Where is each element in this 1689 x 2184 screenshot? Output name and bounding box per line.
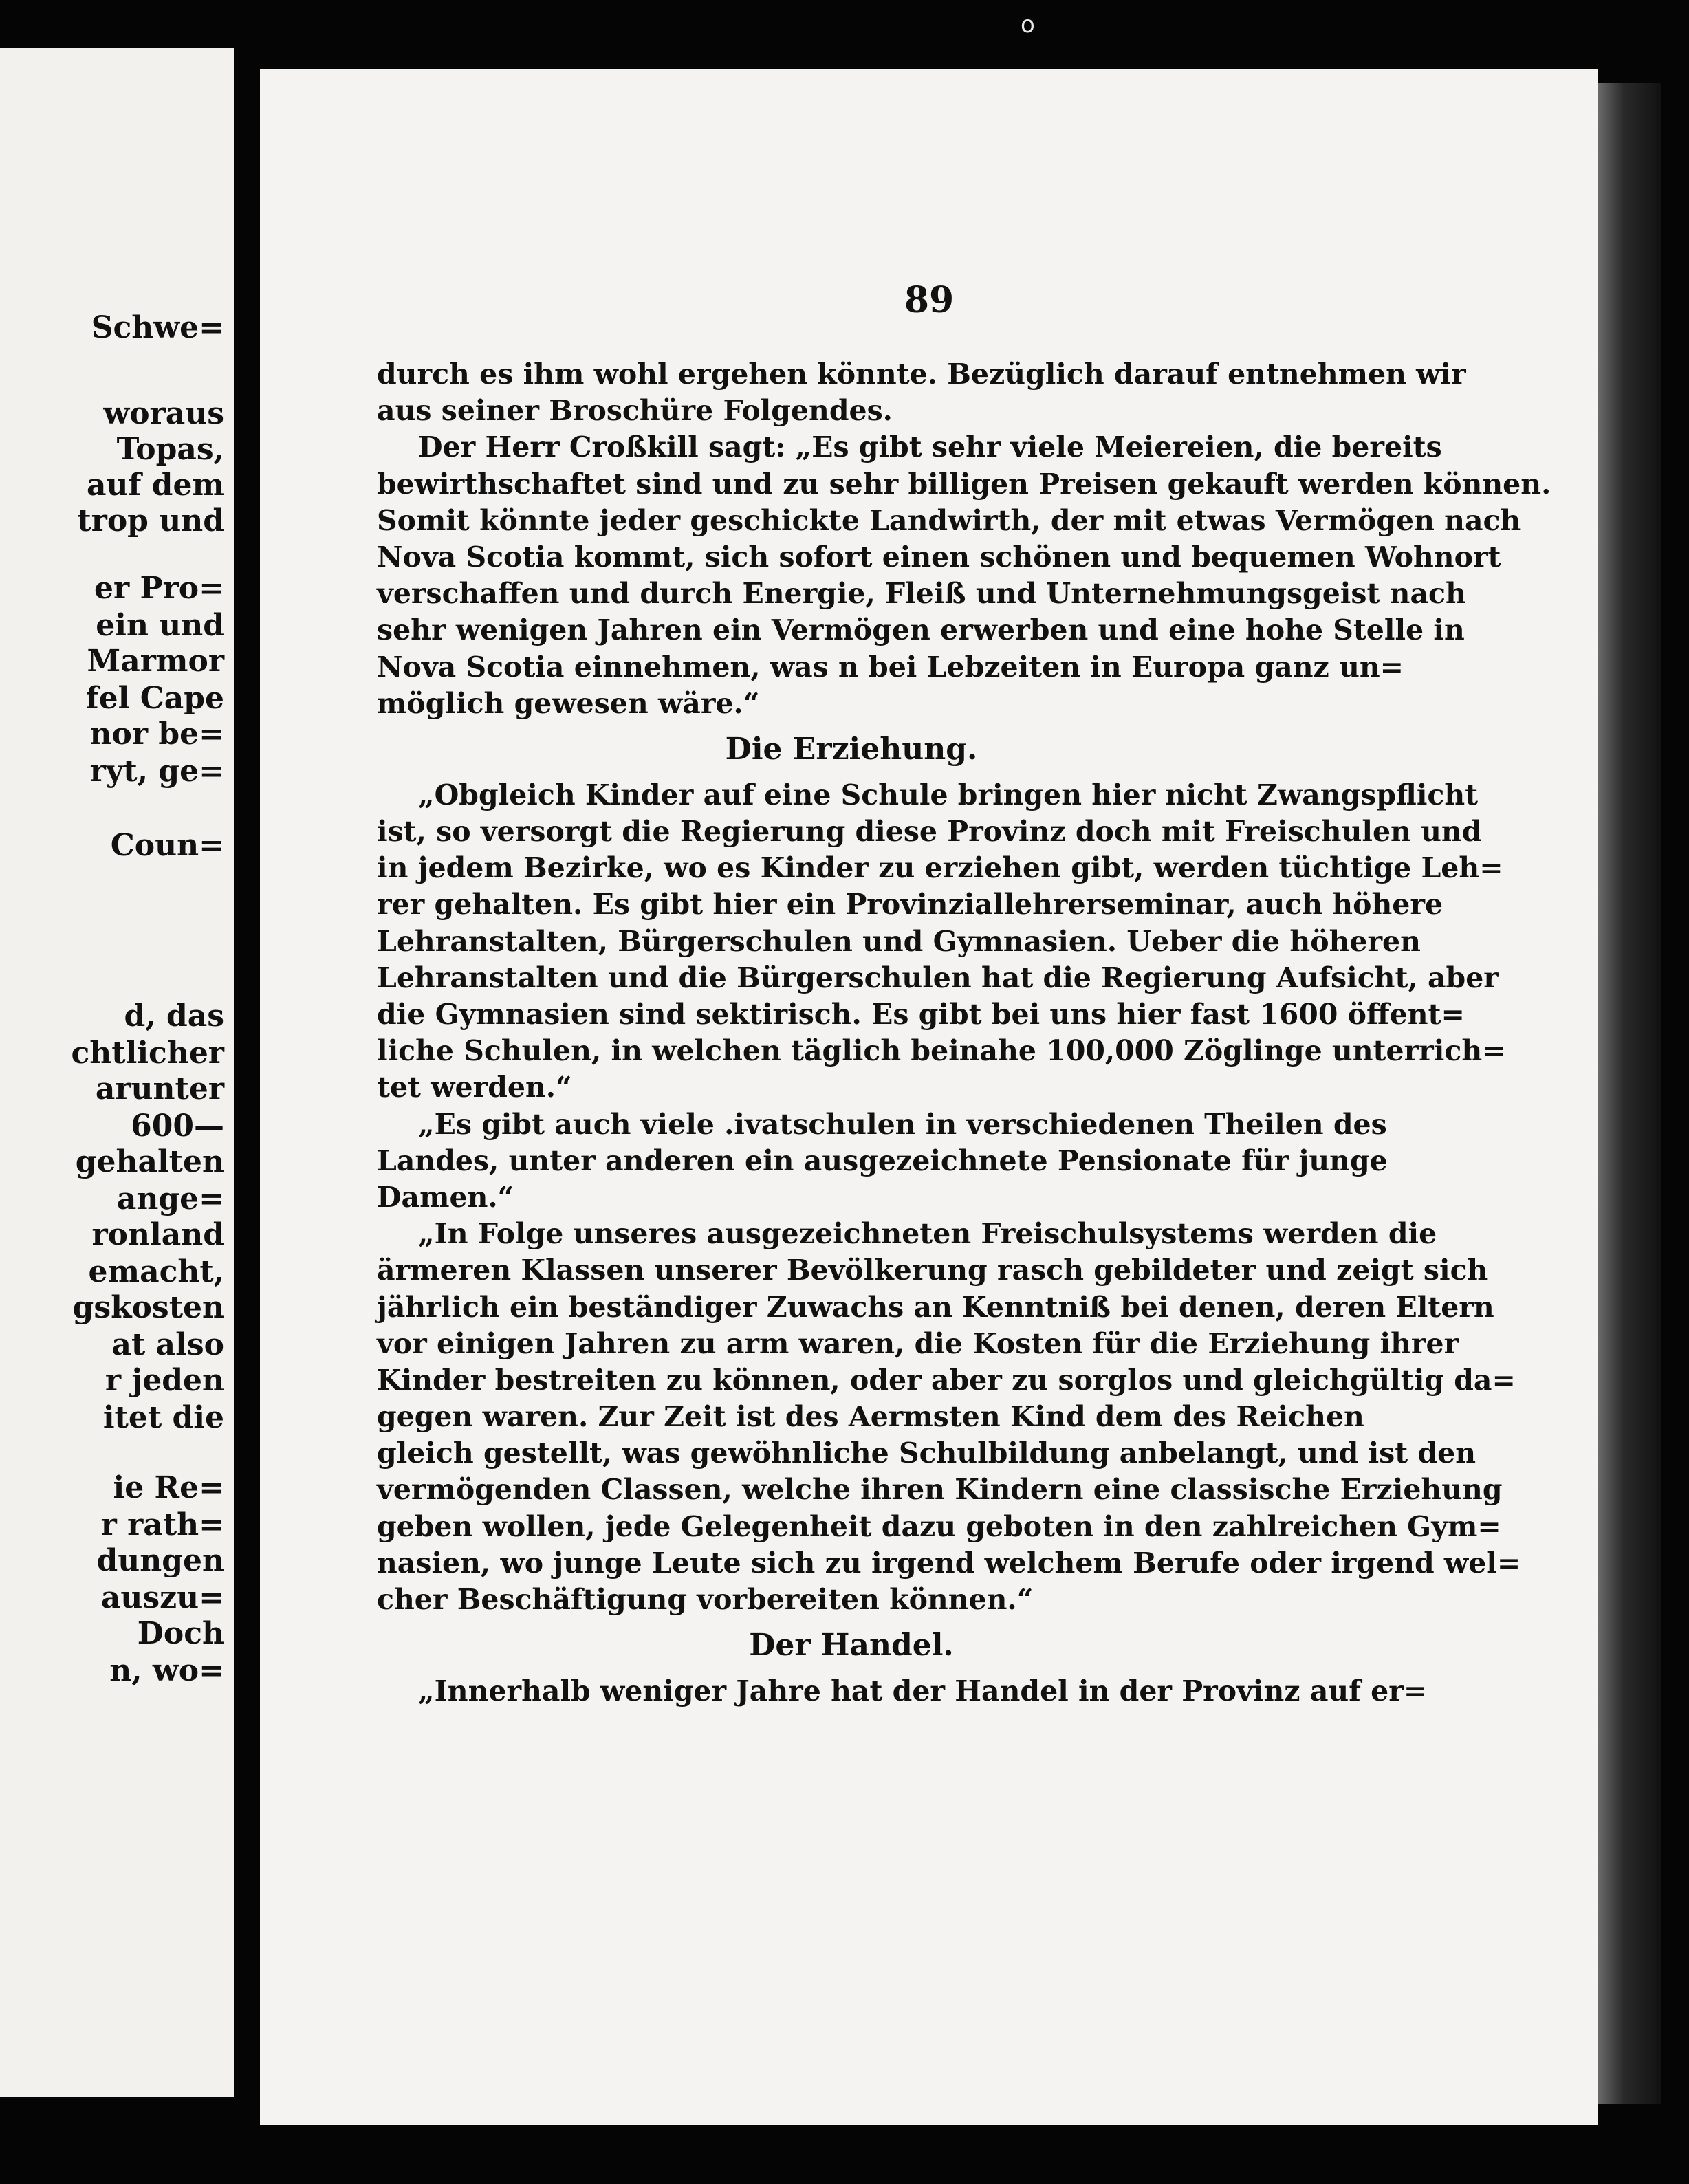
text-line: tet werden.“ — [377, 1071, 572, 1104]
text-line: vor einigen Jahren zu arm waren, die Kosten für die Erziehung ihrer — [377, 1326, 1459, 1360]
text-line: geben wollen, jede Gelegenheit dazu geboten in den zahlreichen Gym= — [377, 1509, 1501, 1543]
text-line: rer gehalten. Es gibt hier ein Provinziallehrerseminar, auch höhere — [377, 888, 1443, 921]
left-page-line: d, das — [124, 998, 224, 1034]
text-line: Somit könnte jeder geschickte Landwirth, der mit etwas Vermögen nach — [377, 503, 1521, 537]
text-line: Nova Scotia einnehmen, was n bei Lebzeiten in Europa ganz un= — [377, 650, 1404, 684]
text-line: Kinder bestreiten zu können, oder aber zu sorglos und gleichgültig da= — [377, 1363, 1516, 1397]
text-line: die Gymnasien sind sektirisch. Es gibt bei uns hier fast 1600 öffent= — [377, 998, 1465, 1031]
left-page-line: Schwe= — [91, 310, 224, 345]
page-text — [377, 356, 1551, 1710]
text-line: Lehranstalten, Bürgerschulen und Gymnasien. Ueber die höheren — [377, 924, 1421, 958]
left-page-line: er Pro= — [94, 571, 224, 606]
section-heading: Der Handel. — [749, 1628, 954, 1663]
text-line: Damen.“ — [377, 1180, 514, 1214]
left-page-line: gehalten — [75, 1144, 224, 1179]
text-line: „Innerhalb weniger Jahre hat der Handel in der Provinz auf er= — [418, 1674, 1428, 1708]
left-page-line: woraus — [103, 396, 224, 431]
text-line: aus seiner Broschüre Folgendes. — [377, 394, 893, 428]
book-page — [260, 69, 1598, 2125]
left-page-line: ryt, ge= — [89, 754, 224, 789]
left-page-line: gskosten — [72, 1290, 224, 1325]
left-page-line: ie Re= — [113, 1470, 224, 1505]
left-page-line: dungen — [96, 1543, 224, 1578]
left-page-line: Topas, — [116, 432, 224, 467]
text-line: „Obgleich Kinder auf eine Schule bringen hier nicht Zwangspflicht — [418, 778, 1479, 811]
text-line: sehr wenigen Jahren ein Vermögen erwerben und eine hohe Stelle in — [377, 613, 1465, 647]
text-line: Der Herr Croßkill sagt: „Es gibt sehr viele Meiereien, die bereits — [418, 430, 1442, 464]
text-line: gleich gestellt, was gewöhnliche Schulbildung anbelangt, und ist den — [377, 1437, 1476, 1470]
page-number: 89 — [904, 279, 955, 321]
left-page-line: chtlicher — [71, 1036, 224, 1071]
text-line: Lehranstalten und die Bürgerschulen hat die Regierung Aufsicht, aber — [377, 961, 1499, 994]
text-line: in jedem Bezirke, wo es Kinder zu erziehen gibt, werden tüchtige Leh= — [377, 851, 1503, 885]
text-line: cher Beschäftigung vorbereiten können.“ — [377, 1583, 1034, 1616]
text-line: vermögenden Classen, welche ihren Kindern eine classische Erziehung — [377, 1473, 1503, 1507]
text-line: möglich gewesen wäre.“ — [377, 686, 760, 720]
left-page-line: auszu= — [100, 1580, 224, 1615]
text-line: ist, so versorgt die Regierung diese Provinz doch mit Freischulen und — [377, 815, 1482, 849]
left-page-line: itet die — [102, 1400, 224, 1435]
text-line: liche Schulen, in welchen täglich beinahe 100,000 Zöglinge unterrich= — [377, 1034, 1506, 1068]
text-line: jährlich ein beständiger Zuwachs an Kenntniß bei denen, deren Eltern — [377, 1290, 1494, 1324]
left-page-line: ein und — [96, 608, 224, 643]
left-page-line: nor be= — [89, 717, 224, 752]
left-page-line: auf dem — [86, 468, 224, 503]
text-line: verschaffen und durch Energie, Fleiß und Unternehmungsgeist nach — [377, 577, 1466, 611]
text-line: durch es ihm wohl ergehen könnte. Bezüglich darauf entnehmen wir — [377, 358, 1466, 391]
left-page-line: r jeden — [105, 1363, 224, 1398]
scan-mark: o — [1021, 11, 1035, 39]
left-page-line: arunter — [95, 1071, 224, 1106]
left-page-line: fel Cape — [85, 681, 224, 716]
section-heading: Die Erziehung. — [725, 731, 978, 767]
left-page-line: n, wo= — [109, 1653, 224, 1688]
text-line: „Es gibt auch viele .ivatschulen in verschiedenen Theilen des — [418, 1107, 1387, 1141]
left-page-line: r rath= — [100, 1507, 224, 1542]
left-page-line: Marmor — [87, 644, 224, 679]
text-line: gegen waren. Zur Zeit ist des Aermsten Kind dem des Reichen — [377, 1400, 1364, 1434]
text-line: Nova Scotia kommt, sich sofort einen schönen und bequemen Wohnort — [377, 540, 1501, 574]
left-page-line: at also — [111, 1327, 224, 1362]
book-edge — [1598, 83, 1661, 2104]
left-page-line: emacht, — [88, 1254, 224, 1289]
left-page-line: 600— — [131, 1109, 224, 1144]
text-line: Landes, unter anderen ein ausgezeichnete Pensionate für junge — [377, 1144, 1388, 1177]
left-page-line: Coun= — [110, 828, 224, 863]
left-page-line: trop und — [77, 503, 224, 538]
text-line: bewirthschaftet sind und zu sehr billigen Preisen gekauft werden können. — [377, 467, 1551, 501]
text-line: ärmeren Klassen unserer Bevölkerung rasch gebildeter und zeigt sich — [377, 1254, 1488, 1287]
left-page-line: ronland — [91, 1217, 224, 1252]
left-page-line: ange= — [116, 1181, 224, 1216]
left-facing-page — [0, 48, 234, 2097]
text-line: nasien, wo junge Leute sich zu irgend welchem Berufe oder irgend wel= — [377, 1546, 1521, 1580]
text-line: „In Folge unseres ausgezeichneten Freischulsystems werden die — [418, 1217, 1437, 1251]
left-page-line: Doch — [137, 1616, 224, 1651]
